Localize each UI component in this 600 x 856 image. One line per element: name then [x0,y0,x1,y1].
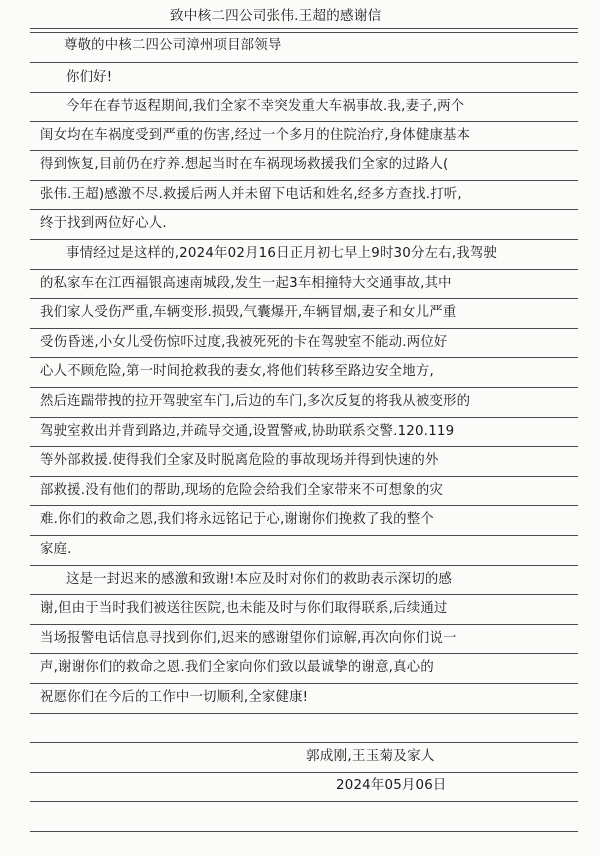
letter-line: 终于找到两位好心人. [40,216,167,231]
ruled-line [30,328,578,329]
letter-line: 祝愿你们在今后的工作中一切顺利,全家健康! [40,690,309,705]
letter-line: 我们家人受伤严重,车辆变形.损毁,气囊爆开,车辆冒烟,妻子和女儿严重 [40,305,457,320]
ruled-line [30,624,578,625]
ruled-line [30,269,578,270]
ruled-line [30,298,578,299]
header-rule-second [30,32,578,33]
letter-date: 2024年05月06日 [336,778,447,793]
ruled-line [30,683,578,684]
letter-title: 致中核二四公司张伟.王超的感谢信 [170,8,382,24]
letter-line: 谢,但由于当时我们被送往医院,也未能及时与你们取得联系,后续通过 [40,601,448,616]
letter-line: 这是一封迟来的感激和致谢!本应及时对你们的救助表示深切的感 [66,572,453,587]
letter-line: 事情经过是这样的,2024年02月16日正月初七早上9时30分左右,我驾驶 [66,246,498,261]
ruled-line [30,417,578,418]
ruled-line [30,742,578,743]
ruled-line [30,150,578,151]
ruled-line [30,387,578,388]
letter-line: 部救援.没有他们的帮助,现场的危险会给我们全家带来不可想象的灾 [40,483,444,498]
ruled-line [30,505,578,506]
ruled-line [30,772,578,773]
letter-line: 当场报警电话信息寻找到你们,迟来的感谢望你们谅解,再次向你们说一 [40,631,457,646]
ruled-line [30,831,578,832]
ruled-line [30,92,578,93]
letter-salutation: 尊敬的中核二四公司漳州项目部领导 [64,38,282,53]
ruled-line [30,357,578,358]
letter-signature: 郭成刚,王玉菊及家人 [306,748,435,764]
ruled-line [30,594,578,595]
letter-line: 张伟.王超)感激不尽.救援后两人并未留下电话和姓名,经多方查找.打听, [40,187,462,202]
ruled-line [30,713,578,714]
letter-line: 声,谢谢你们的救命之恩.我们全家向你们致以最诚挚的谢意,真心的 [40,660,434,675]
ruled-line [30,62,578,63]
letter-line: 家庭. [40,542,72,557]
ruled-line [30,446,578,447]
ruled-line [30,535,578,536]
letter-line: 驾驶室救出并背到路边,并疏导交通,设置警戒,协助联系交警.120.119 [40,424,455,439]
ruled-line [30,653,578,654]
letter-line: 今年在春节返程期间,我们全家不幸突发重大车祸事故.我,妻子,两个 [66,99,465,114]
letter-line: 闺女均在车祸度受到严重的伤害,经过一个多月的住院治疗,身体健康基本 [40,128,471,143]
letter-line: 心人不顾危险,第一时间抢救我的妻女,将他们转移至路边安全地方, [40,364,434,379]
ruled-line [30,180,578,181]
ruled-line [30,801,578,802]
ruled-line [30,565,578,566]
letter-line: 的私家车在江西福银高速南城段,发生一起3车相撞特大交通事故,其中 [40,276,452,291]
ruled-line [30,239,578,240]
letter-greeting: 你们好! [66,70,113,85]
header-rule [30,28,578,29]
ruled-line [30,209,578,210]
letter-line: 得到恢复,目前仍在疗养.想起当时在车祸现场救援我们全家的过路人( [40,157,449,172]
letter-line: 难.你们的救命之恩,我们将永远铭记于心,谢谢你们挽救了我的整个 [40,512,434,527]
ruled-line [30,476,578,477]
ruled-line [30,121,578,122]
letter-line: 等外部救援.使得我们全家及时脱离危险的事故现场并得到快速的外 [40,453,439,468]
letter-line: 受伤昏迷,小女儿受伤惊吓过度,我被死死的卡在驾驶室不能动.两位好 [40,335,448,350]
letter-line: 然后连踹带拽的拉开驾驶室车门,后边的车门,多次反复的将我从被变形的 [40,394,471,409]
